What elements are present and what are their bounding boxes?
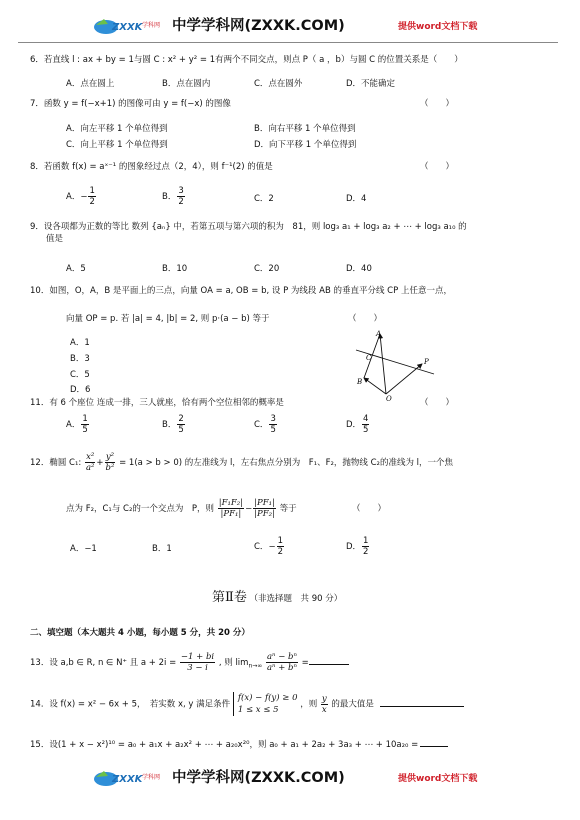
q10-stem: 10．如图，O，A，B 是平面上的三点，向量 OA = a, OB = b, 设 P 为线段 AB 的垂直平分线 CP 上任意一点， [30,286,452,296]
q10-option-c: C．5 [70,370,90,380]
q12-stem: 12．椭圆 C₁: $\frac{\text{x²}}{\text{a²}}$ + $\frac{\text{y²}}{\text{b²}}$ = 1(a > b > 0) 的左准线为 l，左右焦点分别为 F₁、F₂，抛物线 C₂的准线为 l，一个焦 [30,452,454,473]
q14-answer-blank [380,706,464,707]
svg-text:学科网: 学科网 [142,774,161,781]
zxxk-logo-footer [92,767,164,789]
q12-option-b: B．1 [152,544,172,554]
q10-answer-paren: （ ） [348,314,383,324]
q6-stem: 6．若直线 l : ax + by = 1与圆 C : x² + y² = 1有两个不同交点，则点 P（ a ，b）与圆 C 的位置关系是（ ） [30,55,463,65]
word-download-link[interactable]: 提供word文档下载 [398,22,478,32]
q7-option-b: B．向右平移 1 个单位得到 [254,124,356,134]
q11-option-b: B． $\frac{2}{5}$ [162,414,184,435]
q12-stem-cont: 点为 F₂，C₁与 C₂的一个交点为 P，则 $\frac{\text{|F₁F₂|}}{\text{|PF₁|}}$ − $\frac{\text{|PF₁|}}{\text{|PF₂|}}$ 等于 [66,498,297,519]
q12-option-d: D． $\frac{1}{2}$ [346,536,369,557]
q8-option-d: D．4 [346,194,367,204]
q10-stem-cont: 向量 OP = p. 若 |a| = 4, |b| = 2, 则 p·(a − b) 等于 [66,314,270,324]
q9-option-b: B．10 [162,264,188,274]
q10-vector-figure [350,326,440,402]
q8-stem: 8．若函数 f(x) = aˣ⁻¹ 的图象经过点（2，4），则 f⁻¹(2) 的值是 [30,162,273,172]
question-15: 15．设(1 + x − x²)¹⁰ = a₀ + a₁x + a₂x² + ⋯ + a₂₀x²⁰，则 a₀ + a₁ + 2a₂ + 3a₃ + ⋯ + 10a₂₀ = [30,740,448,751]
section-2-subtitle: （非选择题 共 90 分） [249,594,343,604]
header-divider [18,42,558,43]
q11-stem: 11．有 6 个座位 连成一排，三人就座，恰有两个空位相邻的概率是 [30,398,284,408]
q13-answer-blank [309,664,349,665]
footer-site-name: 中学学科网(ZXXK.COM) [172,770,345,786]
q9-option-d: D．40 [346,264,372,274]
part-2-title: 二、填空题（本大题共 4 小题，每小题 5 分，共 20 分） [30,628,250,638]
svg-text:ZXXK: ZXXK [112,22,143,33]
svg-text:学科网: 学科网 [142,22,161,29]
zxxk-logo [92,15,164,37]
q9-option-a: A．5 [66,264,86,274]
q7-stem: 7．函数 y = f(−x+1) 的图像可由 y = f(−x) 的图像 [30,99,231,109]
q12-option-a: A．−1 [70,544,97,554]
question-14: 14．设 f(x) = x² − 6x + 5， 若实数 x, y 满足条件 f(x) − f(y) ≥ 0 1 ≤ x ≤ 5 ，则 $\frac{y}{x}$ 的最大值是 [30,692,464,716]
q8-answer-paren: （ ） [420,162,455,172]
q10-option-b: B．3 [70,354,90,364]
q7-option-c: C．向上平移 1 个单位得到 [66,140,168,150]
section-2-heading [212,586,342,605]
fig-label-o: O [386,395,392,402]
q9-option-c: C．20 [254,264,280,274]
q15-answer-blank [420,746,448,747]
question-13: 13．设 a,b ∈ R, n ∈ N⁺ 且 a + 2i = $\frac{-1 + bi}{3 - i}$ , 则 $\lim_{n\to\infty}$ $\frac{\text{aⁿ − bⁿ}}{\text{aⁿ + bⁿ}}$ = [30,652,349,673]
q9-stem: 9．设各项都为正数的等比 数列 {aₙ} 中，若第五项与第六项的积为 81，则 log₃ a₁ + log₃ a₂ + ⋯ + log₃ a₁₀ 的 [30,222,467,232]
q14-conditions: f(x) − f(y) ≥ 0 1 ≤ x ≤ 5 [233,692,298,716]
q8-option-b: B． $\frac{3}{2}$ [162,186,184,207]
q10-option-a: A．1 [70,338,90,348]
q12-answer-paren: （ ） [352,504,387,514]
svg-text:ZXXK: ZXXK [112,774,143,785]
section-2-title: 第Ⅱ卷 [212,590,247,605]
q8-option-c: C．2 [254,194,274,204]
site-name: 中学学科网(ZXXK.COM) [172,18,345,34]
q7-answer-paren: （ ） [420,99,455,109]
footer-word-download-link[interactable]: 提供word文档下载 [398,774,478,784]
q6-option-b: B．点在圆内 [162,79,211,89]
q6-option-c: C．点在圆外 [254,79,303,89]
q11-option-a: A． $\frac{1}{5}$ [66,414,88,435]
q11-answer-paren: （ ） [420,398,455,408]
fig-label-p: P [424,358,429,366]
fig-label-b: B [357,378,363,386]
q7-option-a: A．向左平移 1 个单位得到 [66,124,168,134]
q9-stem-cont: 值是 [46,234,64,244]
q11-option-c: C． $\frac{3}{5}$ [254,414,276,435]
q6-option-a: A．点在圆上 [66,79,115,89]
q10-option-d: D．6 [70,385,91,395]
q12-option-c: C．− $\frac{1}{2}$ [254,536,283,557]
q7-option-d: D．向下平移 1 个单位得到 [254,140,357,150]
q11-option-d: D． $\frac{4}{5}$ [346,414,369,435]
fig-label-c: C [366,354,372,362]
q8-option-a: A．− $\frac{1}{2}$ [66,186,95,207]
fig-label-a: A [376,330,382,338]
q6-option-d: D．不能确定 [346,79,396,89]
